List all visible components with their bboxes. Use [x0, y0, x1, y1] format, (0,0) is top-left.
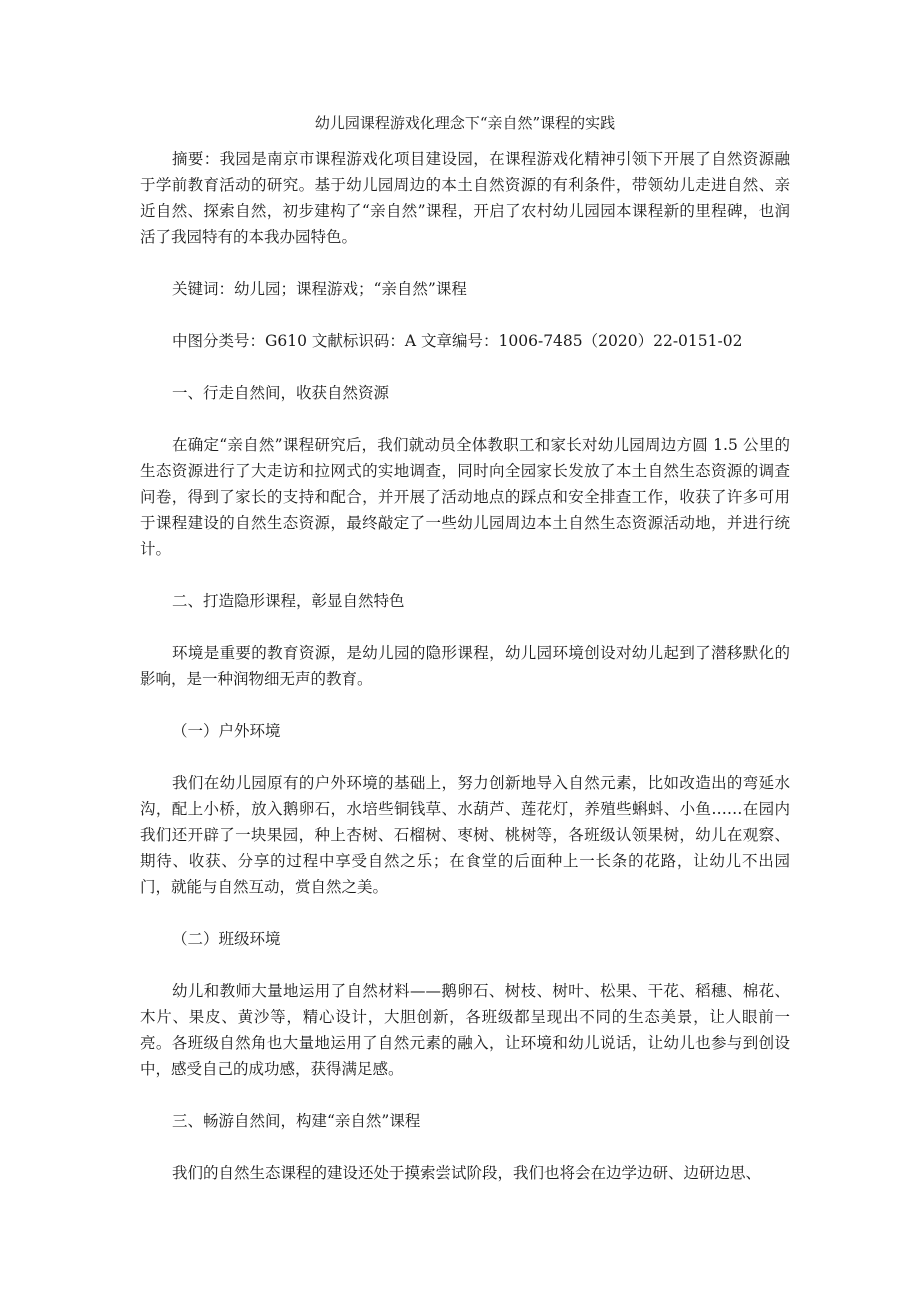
- subsection-2-paragraph: 幼儿和教师大量地运用了自然材料——鹅卵石、树枝、树叶、松果、干花、稻穗、棉花、木片、果皮、黄沙等，精心设计，大胆创新，各班级都呈现出不同的生态美景，让人眼前一亮。各班级自然角也大量地运用了自然元素的融入，让环境和幼儿说话，让幼儿也参与到创设中，感受自己的成功感，获得满足感。: [140, 982, 790, 1078]
- abstract-paragraph: 摘要：我园是南京市课程游戏化项目建设园，在课程游戏化精神引领下开展了自然资源融于学前教育活动的研究。基于幼儿园周边的本土自然资源的有利条件，带领幼儿走进自然、亲近自然、探索自然，初步建构了“亲自然”课程，开启了农村幼儿园园本课程新的里程碑，也润活了我园特有的本我办园特色。: [140, 150, 790, 246]
- section-3-paragraph: 我们的自然生态课程的建设还处于摸索尝试阶段，我们也将会在边学边研、边研边思、: [172, 1164, 762, 1182]
- subsection-2-heading: （二）班级环境: [172, 930, 281, 948]
- section-2-paragraph: 环境是重要的教育资源，是幼儿园的隐形课程，幼儿园环境创设对幼儿起到了潜移默化的影响，是一种润物细无声的教育。: [140, 644, 790, 688]
- section-1-heading: 一、行走自然间，收获自然资源: [172, 384, 390, 402]
- keywords-line: 关键词：幼儿园；课程游戏；“亲自然”课程: [172, 280, 467, 298]
- classification-line: 中图分类号：G610 文献标识码：A 文章编号：1006-7485（2020）22-0151-02: [172, 332, 743, 350]
- subsection-1-heading: （一）户外环境: [172, 722, 281, 740]
- section-2-heading: 二、打造隐形课程，彰显自然特色: [172, 592, 405, 610]
- document-page: [140, 110, 790, 1186]
- subsection-1-paragraph: 我们在幼儿园原有的户外环境的基础上，努力创新地导入自然元素，比如改造出的弯延水沟，配上小桥，放入鹅卵石，水培些铜钱草、水葫芦、莲花灯，养殖些蝌蚪、小鱼……在园内我们还开辟了一块果园，种上杏树、石榴树、枣树、桃树等，各班级认领果树，幼儿在观察、期待、收获、分享的过程中享受自然之乐；在食堂的后面种上一长条的花路，让幼儿不出园门，就能与自然互动，赏自然之美。: [140, 774, 790, 896]
- document-title: 幼儿园课程游戏化理念下“亲自然”课程的实践: [314, 114, 616, 132]
- section-3-heading: 三、畅游自然间，构建“亲自然”课程: [172, 1112, 421, 1130]
- section-1-paragraph: 在确定“亲自然”课程研究后，我们就动员全体教职工和家长对幼儿园周边方圆 1.5 公里的生态资源进行了大走访和拉网式的实地调查，同时向全园家长发放了本土自然生态资源的调查问卷，得到了家长的支持和配合，并开展了活动地点的踩点和安全排查工作，收获了许多可用于课程建设的自然生态资源，最终敲定了一些幼儿园周边本土自然生态资源活动地，并进行统计。: [140, 436, 790, 558]
